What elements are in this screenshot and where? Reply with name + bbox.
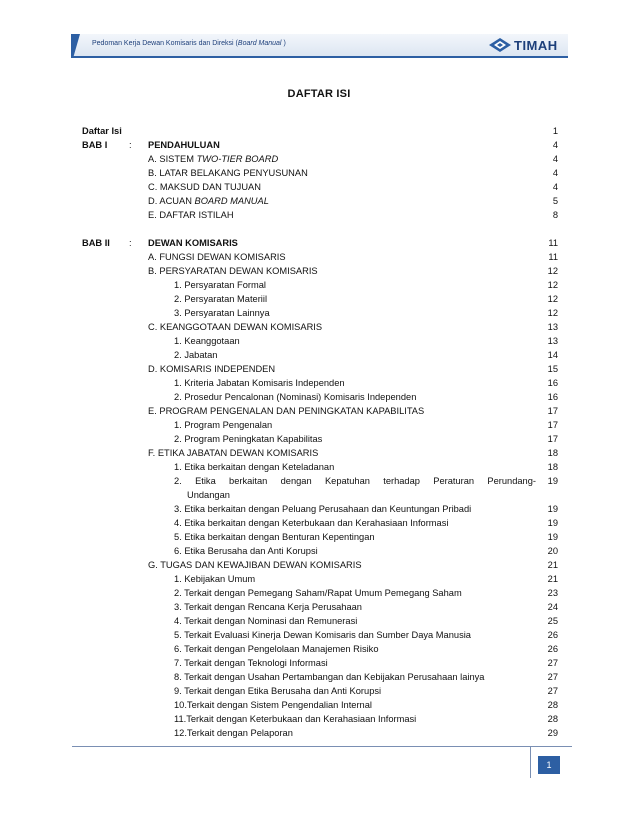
toc-entry — [82, 628, 558, 642]
toc-entry — [82, 152, 558, 166]
toc-page-number: 12 — [547, 294, 558, 304]
toc-page-number: 18 — [547, 462, 558, 472]
toc-entry-title: 2. Program Peningkatan Kapabilitas — [174, 434, 323, 444]
toc-entry — [82, 362, 558, 376]
toc-entry — [82, 390, 558, 404]
toc-page-number: 8 — [552, 210, 558, 220]
toc-entry — [82, 166, 558, 180]
toc-entry-title: E. PROGRAM PENGENALAN DAN PENINGKATAN KAPABILITAS — [148, 406, 425, 416]
toc-entry — [82, 572, 558, 586]
toc-colon: : — [129, 238, 132, 248]
toc-page-number: 15 — [547, 364, 558, 374]
toc-page-number: 12 — [547, 266, 558, 276]
toc-entry-title: C. MAKSUD DAN TUJUAN — [148, 182, 261, 192]
toc-entry — [82, 684, 558, 698]
timah-logo-icon — [489, 38, 511, 52]
toc-entry-title: 3. Terkait dengan Rencana Kerja Perusahaan — [174, 602, 362, 612]
toc-chapter: BAB I — [82, 140, 108, 150]
toc-page-number: 18 — [547, 448, 558, 458]
toc-page-number: 5 — [552, 196, 558, 206]
toc-page-number: 17 — [547, 420, 558, 430]
toc-entry-title: 2. Etika berkaitan dengan Kepatuhan terhadap Peraturan Perundang- — [174, 476, 536, 486]
toc-entry — [82, 558, 558, 572]
toc-entry-title: 8. Terkait dengan Usahan Pertambangan dan Kebijakan Perusahaan lainya — [174, 672, 485, 682]
toc-entry-title: 1. Kebijakan Umum — [174, 574, 256, 584]
toc-page-number: 21 — [547, 574, 558, 584]
toc-entry — [82, 446, 558, 460]
logo-text: TIMAH — [514, 37, 558, 53]
toc-entry-title: B. PERSYARATAN DEWAN KOMISARIS — [148, 266, 318, 276]
toc-entry-title: 6. Etika Berusaha dan Anti Korupsi — [174, 546, 318, 556]
toc-page-number: 19 — [547, 504, 558, 514]
header-title-italic: Board Manual — [237, 40, 282, 47]
toc-entry — [82, 516, 558, 530]
toc-entry — [82, 138, 558, 152]
toc-entry-title: 1. Kriteria Jabatan Komisaris Independen — [174, 378, 345, 388]
toc-entry-title: 7. Terkait dengan Teknologi Informasi — [174, 658, 328, 668]
toc-entry — [82, 292, 558, 306]
toc-page-number: 20 — [547, 546, 558, 556]
toc-page-number: 21 — [547, 560, 558, 570]
toc-entry-title: 4. Etika berkaitan dengan Keterbukaan dan Kerahasiaan Informasi — [174, 518, 449, 528]
toc-page-number: 29 — [547, 728, 558, 738]
toc-entry — [82, 544, 558, 558]
toc-entry — [82, 208, 558, 222]
toc-entry-title: D. KOMISARIS INDEPENDEN — [148, 364, 276, 374]
toc-entry — [82, 264, 558, 278]
toc-entry-title: G. TUGAS DAN KEWAJIBAN DEWAN KOMISARIS — [148, 560, 362, 570]
toc-entry — [82, 334, 558, 348]
toc-entry — [82, 642, 558, 656]
toc-entry — [82, 418, 558, 432]
toc-page-number: 16 — [547, 378, 558, 388]
page-number: 1 — [538, 756, 560, 774]
toc-entry-title: Undangan — [187, 490, 230, 500]
toc-entry-title: 3. Etika berkaitan dengan Peluang Perusahaan dan Keuntungan Pribadi — [174, 504, 472, 514]
toc-page-number: 4 — [552, 168, 558, 178]
toc-page-number: 27 — [547, 658, 558, 668]
toc-entry-title: 10.Terkait dengan Sistem Pengendalian Internal — [174, 700, 372, 710]
toc-entry-title: C. KEANGGOTAAN DEWAN KOMISARIS — [148, 322, 323, 332]
toc-entry-title: 1. Program Pengenalan — [174, 420, 273, 430]
toc-entry-title: 2. Prosedur Pencalonan (Nominasi) Komisaris Independen — [174, 392, 417, 402]
toc-page-number: 19 — [547, 532, 558, 542]
toc-entry-title: 1. Persyaratan Formal — [174, 280, 266, 290]
header-title-end: ) — [281, 40, 286, 47]
toc-page-number: 27 — [547, 672, 558, 682]
toc-colon: : — [129, 140, 132, 150]
toc-entry-title: DEWAN KOMISARIS — [148, 238, 238, 248]
toc-entry-title: PENDAHULUAN — [148, 140, 220, 150]
toc-page-number: 14 — [547, 350, 558, 360]
toc-entry — [82, 586, 558, 600]
toc-entry-title: F. ETIKA JABATAN DEWAN KOMISARIS — [148, 448, 319, 458]
toc-page-number: 12 — [547, 308, 558, 318]
timah-logo — [489, 37, 558, 53]
toc-page-number: 4 — [552, 140, 558, 150]
toc-entry — [82, 600, 558, 614]
toc-page-number: 4 — [552, 182, 558, 192]
toc-entry — [82, 460, 558, 474]
toc-page-number: 28 — [547, 714, 558, 724]
toc-entry — [82, 404, 558, 418]
toc-entry — [82, 124, 558, 138]
toc-chapter: BAB II — [82, 238, 110, 248]
toc-page-number: 16 — [547, 392, 558, 402]
toc-page-number: 17 — [547, 434, 558, 444]
toc-page-number: 23 — [547, 588, 558, 598]
toc-page-number: 28 — [547, 700, 558, 710]
toc-entry — [82, 712, 558, 726]
header-title-text: Pedoman Kerja Dewan Komisaris dan Direksi ( — [92, 40, 238, 47]
toc-entry — [82, 306, 558, 320]
toc-page-number: 11 — [548, 238, 558, 248]
toc-entry — [82, 670, 558, 684]
toc-entry — [82, 698, 558, 712]
toc-entry-title: 5. Etika berkaitan dengan Benturan Kepentingan — [174, 532, 375, 542]
toc-entry-title: 2. Jabatan — [174, 350, 218, 360]
toc-entry-title: 4. Terkait dengan Nominasi dan Remunerasi — [174, 616, 358, 626]
toc-entry-title: 3. Persyaratan Lainnya — [174, 308, 270, 318]
toc-page-number: 17 — [547, 406, 558, 416]
toc-entry — [82, 614, 558, 628]
toc-page-number: 11 — [548, 252, 558, 262]
toc-page-number: 4 — [552, 154, 558, 164]
toc-page-number: 26 — [547, 630, 558, 640]
toc-entry-title: 2. Persyaratan Materiil — [174, 294, 268, 304]
toc-entry-title: 2. Terkait dengan Pemegang Saham/Rapat Umum Pemegang Saham — [174, 588, 462, 598]
toc-entry-title: A. FUNGSI DEWAN KOMISARIS — [148, 252, 286, 262]
toc-page-number: 19 — [547, 518, 558, 528]
toc-page-number: 13 — [547, 322, 558, 332]
toc-entry-title: 1. Keanggotaan — [174, 336, 240, 346]
toc-entry — [82, 502, 558, 516]
toc-entry — [82, 250, 558, 264]
toc-entry-title: 6. Terkait dengan Pengelolaan Manajemen Risiko — [174, 644, 379, 654]
toc-entry-title: B. LATAR BELAKANG PENYUSUNAN — [148, 168, 308, 178]
toc-entry — [82, 236, 558, 250]
toc-page-number: 13 — [547, 336, 558, 346]
toc-page-number: 24 — [547, 602, 558, 612]
toc-entry-title: E. DAFTAR ISTILAH — [148, 210, 234, 220]
toc-page-number: 26 — [547, 644, 558, 654]
footer-rule — [72, 746, 572, 747]
toc-chapter: Daftar Isi — [82, 126, 122, 136]
toc-entry — [82, 348, 558, 362]
toc-entry-title: 11.Terkait dengan Keterbukaan dan Kerahasiaan Informasi — [174, 714, 417, 724]
header-title — [92, 40, 286, 47]
footer-vertical-rule — [530, 746, 531, 778]
toc-entry — [82, 180, 558, 194]
toc-entry — [82, 376, 558, 390]
toc-entry — [82, 530, 558, 544]
toc-entry — [82, 278, 558, 292]
toc-entry — [82, 194, 558, 208]
toc-page-number: 12 — [547, 280, 558, 290]
toc-entry — [82, 474, 558, 488]
toc-entry-title: 5. Terkait Evaluasi Kinerja Dewan Komisaris dan Sumber Daya Manusia — [174, 630, 471, 640]
toc-entry-title: 9. Terkait dengan Etika Berusaha dan Anti Korupsi — [174, 686, 382, 696]
toc-page-number: 25 — [547, 616, 558, 626]
toc-entry — [82, 726, 558, 740]
toc-entry-title: D. ACUAN BOARD MANUAL — [148, 196, 269, 206]
toc-entry — [82, 320, 558, 334]
toc-entry — [82, 432, 558, 446]
toc-entry-title: A. SISTEM TWO-TIER BOARD — [148, 154, 279, 164]
toc-page-number: 1 — [552, 126, 558, 136]
toc-entry-title: 12.Terkait dengan Pelaporan — [174, 728, 293, 738]
toc-page-number: 19 — [547, 476, 558, 486]
toc-entry — [82, 488, 558, 502]
toc-entry-title: 1. Etika berkaitan dengan Keteladanan — [174, 462, 335, 472]
toc-entry — [82, 656, 558, 670]
toc-page-number: 27 — [547, 686, 558, 696]
document-title: DAFTAR ISI — [287, 88, 351, 100]
